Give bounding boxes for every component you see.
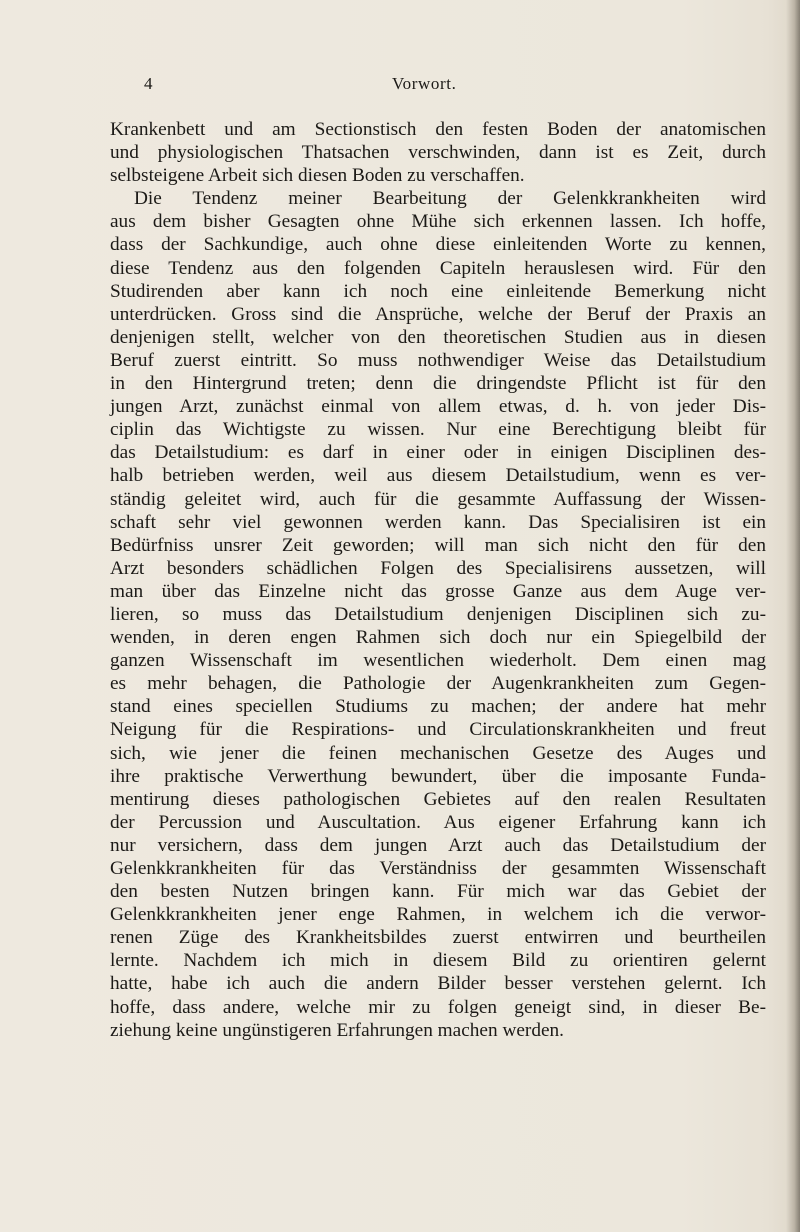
running-head: Vorwort. (392, 74, 457, 93)
text-line: Studirenden aber kann ich noch eine einleitende Bemerkung nicht (110, 280, 766, 302)
text-line: stand eines speciellen Studiums zu machen; der andere hat mehr (110, 696, 766, 718)
text-line: renen Züge des Krankheitsbildes zuerst entwirren und beurtheilen (110, 927, 766, 949)
text-line: selbsteigene Arbeit sich diesen Boden zu verschaffen. (110, 165, 525, 187)
text-line: unterdrücken. Gross sind die Ansprüche, welche der Beruf der Praxis an (110, 303, 766, 325)
text-line: lernte. Nachdem ich mich in diesem Bild zu orientiren gelernt (110, 950, 766, 972)
text-line: halb betrieben werden, weil aus diesem Detailstudium, wenn es ver- (110, 465, 766, 487)
text-line: wenden, in deren engen Rahmen sich doch nur ein Spiegelbild der (110, 627, 766, 649)
text-line: hoffe, dass andere, welche mir zu folgen geneigt sind, in dieser Be- (110, 996, 766, 1018)
text-line: denjenigen stellt, welcher von den theoretischen Studien aus in diesen (110, 326, 766, 348)
text-line: lieren, so muss das Detailstudium denjenigen Disciplinen sich zu- (110, 603, 766, 625)
text-line: sich, wie jener die feinen mechanischen Gesetze des Auges und (110, 742, 766, 764)
text-line: und physiologischen Thatsachen verschwinden, dann ist es Zeit, durch (110, 142, 766, 164)
text-line: dass der Sachkundige, auch ohne diese einleitenden Worte zu kennen, (110, 234, 766, 256)
text-line: Beruf zuerst eintritt. So muss nothwendiger Weise das Detailstudium (110, 349, 766, 371)
text-line: Die Tendenz meiner Bearbeitung der Gelenkkrankheiten wird (134, 188, 766, 210)
text-line: Neigung für die Respirations- und Circulationskrankheiten und freut (110, 719, 766, 741)
text-line: nur versichern, dass dem jungen Arzt auch das Detailstudium der (110, 834, 766, 856)
text-line: das Detailstudium: es darf in einer oder in einigen Disciplinen des- (110, 442, 766, 464)
text-line: Arzt besonders schädlichen Folgen des Specialisirens aussetzen, will (110, 557, 766, 579)
text-line: ständig geleitet wird, auch für die gesammte Auffassung der Wissen- (110, 488, 766, 510)
text-line: ciplin das Wichtigste zu wissen. Nur eine Berechtigung bleibt für (110, 419, 766, 441)
text-line: aus dem bisher Gesagten ohne Mühe sich erkennen lassen. Ich hoffe, (110, 211, 766, 233)
text-line: ganzen Wissenschaft im wesentlichen wiederholt. Dem einen mag (110, 650, 766, 672)
text-line: ihre praktische Verwerthung bewundert, über die imposante Funda- (110, 765, 766, 787)
body-text (110, 118, 766, 1042)
text-line: diese Tendenz aus den folgenden Capiteln herauslesen wird. Für den (110, 257, 766, 279)
page-header (0, 74, 800, 98)
text-line: mentirung dieses pathologischen Gebietes auf den realen Resultaten (110, 788, 766, 810)
text-line: der Percussion und Auscultation. Aus eigener Erfahrung kann ich (110, 811, 766, 833)
text-line: Gelenkkrankheiten für das Verständniss der gesammten Wissenschaft (110, 858, 766, 879)
text-line: Gelenkkrankheiten jener enge Rahmen, in welchem ich die verwor- (110, 904, 766, 926)
page-number: 4 (144, 74, 153, 93)
text-line: es mehr behagen, die Pathologie der Augenkrankheiten zum Gegen- (110, 673, 766, 695)
text-line: in den Hintergrund treten; denn die dringendste Pflicht ist für den (110, 373, 766, 395)
text-line: schaft sehr viel gewonnen werden kann. Das Specialisiren ist ein (110, 511, 766, 533)
page-edge-shadow (786, 0, 800, 1232)
text-line: man über das Einzelne nicht das grosse Ganze aus dem Auge ver- (110, 580, 766, 602)
text-line: Krankenbett und am Sectionstisch den festen Boden der anatomischen (110, 119, 766, 140)
text-line: jungen Arzt, zunächst einmal von allem etwas, d. h. von jeder Dis- (110, 396, 766, 418)
text-line: ziehung keine ungünstigeren Erfahrungen machen werden. (110, 1019, 565, 1041)
text-line: hatte, habe ich auch die andern Bilder besser verstehen gelernt. Ich (110, 973, 766, 995)
text-line: Bedürfniss unsrer Zeit geworden; will man sich nicht den für den (110, 534, 766, 556)
text-line: den besten Nutzen bringen kann. Für mich war das Gebiet der (110, 881, 766, 903)
